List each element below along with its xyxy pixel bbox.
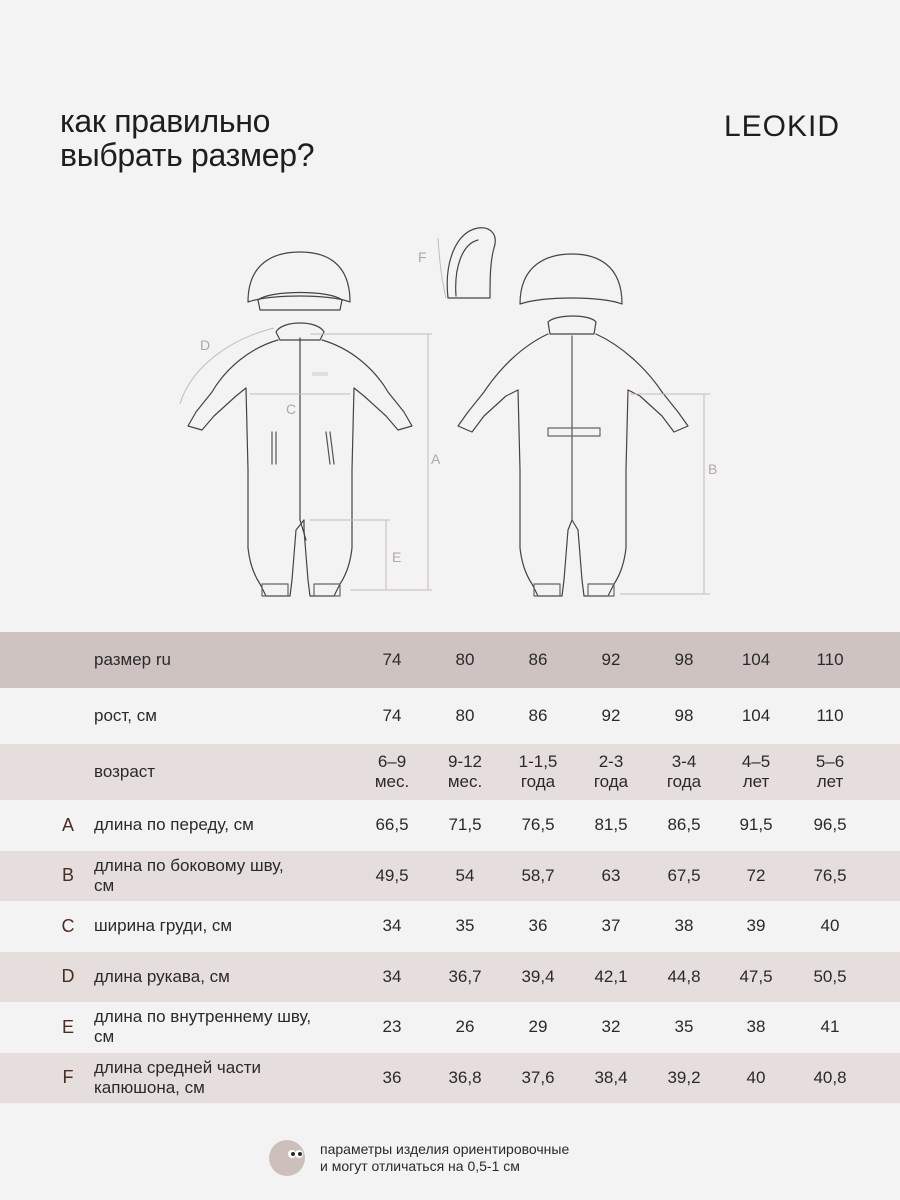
size-table	[0, 632, 900, 1103]
table-cell: 5–6 лет	[815, 752, 845, 791]
table-cell: 3-4 года	[666, 752, 702, 791]
dim-label-a: A	[431, 451, 441, 467]
table-row	[0, 744, 900, 800]
row-letter: B	[61, 865, 74, 886]
table-cell: 71,5	[448, 815, 482, 835]
row-letter: A	[61, 814, 74, 835]
table-cell: 6–9 мес.	[374, 752, 410, 791]
table-cell: 41	[820, 1017, 840, 1037]
header-cell: 92	[601, 650, 621, 669]
table-cell: 38	[746, 1017, 766, 1037]
table-cell: 86	[528, 706, 548, 725]
dim-label-f: F	[418, 249, 427, 265]
table-cell: 81,5	[594, 815, 628, 835]
dim-label-c: C	[286, 401, 297, 417]
header-cell: 104	[741, 650, 771, 669]
table-cell: 40	[820, 916, 840, 936]
table-row	[0, 851, 900, 902]
table-cell: 91,5	[739, 815, 773, 835]
table-cell: 86,5	[667, 815, 701, 835]
row-label: длина рукава, см	[94, 966, 230, 986]
mascot-icon	[268, 1139, 306, 1177]
table-cell: 40	[746, 1067, 766, 1087]
table-cell: 34	[382, 916, 402, 936]
table-cell: 37,6	[521, 1067, 555, 1087]
table-row	[0, 1053, 900, 1104]
note-text	[320, 1141, 569, 1175]
header-cell: 80	[455, 650, 475, 669]
table-cell: 92	[601, 706, 621, 725]
table-cell: 29	[528, 1017, 548, 1037]
table-cell: 98	[674, 706, 694, 725]
table-cell: 35	[674, 1017, 694, 1037]
table-cell: 58,7	[521, 865, 555, 885]
table-cell: 36,7	[448, 966, 482, 986]
table-cell: 23	[382, 1017, 402, 1037]
table-cell: 38	[674, 916, 694, 936]
table-cell: 36	[528, 916, 548, 936]
row-label: рост, см	[94, 706, 157, 725]
note-line-1: параметры изделия ориентировочные	[320, 1141, 570, 1157]
table-cell: 32	[601, 1017, 621, 1037]
table-cell: 44,8	[667, 966, 701, 986]
garment-diagram	[0, 210, 900, 630]
table-cell: 67,5	[667, 865, 701, 885]
table-cell: 76,5	[813, 865, 847, 885]
row-letter: C	[61, 915, 75, 936]
table-cell: 104	[741, 706, 771, 725]
table-cell: 34	[382, 966, 402, 986]
header-cell: 98	[674, 650, 694, 669]
brand-logo: LEOKID	[723, 110, 840, 143]
table-cell: 72	[746, 865, 766, 885]
row-label: длина средней части капюшона, см	[94, 1057, 262, 1097]
disclaimer-note	[268, 1138, 569, 1178]
table-row	[0, 1002, 900, 1053]
header-label: размер ru	[94, 650, 171, 669]
table-cell: 4–5 лет	[741, 752, 771, 791]
header-cell: 86	[528, 650, 548, 669]
table-cell: 38,4	[594, 1067, 628, 1087]
table-cell: 42,1	[594, 966, 628, 986]
table-cell: 66,5	[375, 815, 409, 835]
dim-label-b: B	[708, 461, 718, 477]
row-letter: E	[61, 1016, 74, 1037]
table-cell: 63	[601, 865, 621, 885]
row-label: длина по переду, см	[94, 815, 254, 835]
table-cell: 96,5	[813, 815, 847, 835]
table-cell: 2-3 года	[593, 752, 629, 791]
table-cell: 74	[382, 706, 402, 725]
front-view	[188, 252, 412, 596]
row-label: возраст	[94, 762, 156, 781]
table-row	[0, 952, 900, 1003]
table-row	[0, 688, 900, 744]
table-cell: 9-12 мес.	[447, 752, 483, 791]
note-line-2: и могут отличаться на 0,5-1 см	[320, 1158, 520, 1174]
dim-label-e: E	[392, 549, 402, 565]
table-cell: 76,5	[521, 815, 555, 835]
table-cell: 36	[382, 1067, 402, 1087]
row-label: длина по внутреннему шву, см	[94, 1007, 312, 1047]
table-cell: 50,5	[813, 966, 847, 986]
table-cell: 26	[455, 1017, 475, 1037]
table-cell: 49,5	[375, 865, 409, 885]
title-line-1: как правильно	[60, 103, 271, 139]
back-view	[458, 254, 688, 596]
table-cell: 54	[455, 865, 475, 885]
table-cell: 1-1,5 года	[518, 752, 558, 791]
header-cell: 110	[816, 650, 844, 669]
hood-side-view	[447, 228, 495, 298]
page-title	[60, 104, 314, 172]
header-cell: 74	[382, 650, 402, 669]
table-cell: 39,2	[667, 1067, 701, 1087]
table-cell: 110	[816, 706, 844, 725]
table-cell: 47,5	[739, 966, 773, 986]
row-letter: F	[62, 1067, 74, 1088]
table-cell: 40,8	[813, 1067, 847, 1087]
title-line-2: выбрать размер?	[60, 137, 315, 173]
row-label: ширина груди, см	[94, 916, 233, 936]
table-cell: 35	[455, 916, 475, 936]
table-cell: 36,8	[448, 1067, 482, 1087]
size-table-header	[0, 632, 900, 688]
dim-label-d: D	[200, 337, 211, 353]
table-row	[0, 901, 900, 952]
table-cell: 37	[601, 916, 621, 936]
row-letter: D	[61, 966, 75, 987]
table-cell: 39	[746, 916, 766, 936]
table-cell: 39,4	[521, 966, 555, 986]
table-cell: 80	[455, 706, 475, 725]
table-row	[0, 800, 900, 851]
row-label: длина по боковому шву, см	[94, 855, 284, 895]
